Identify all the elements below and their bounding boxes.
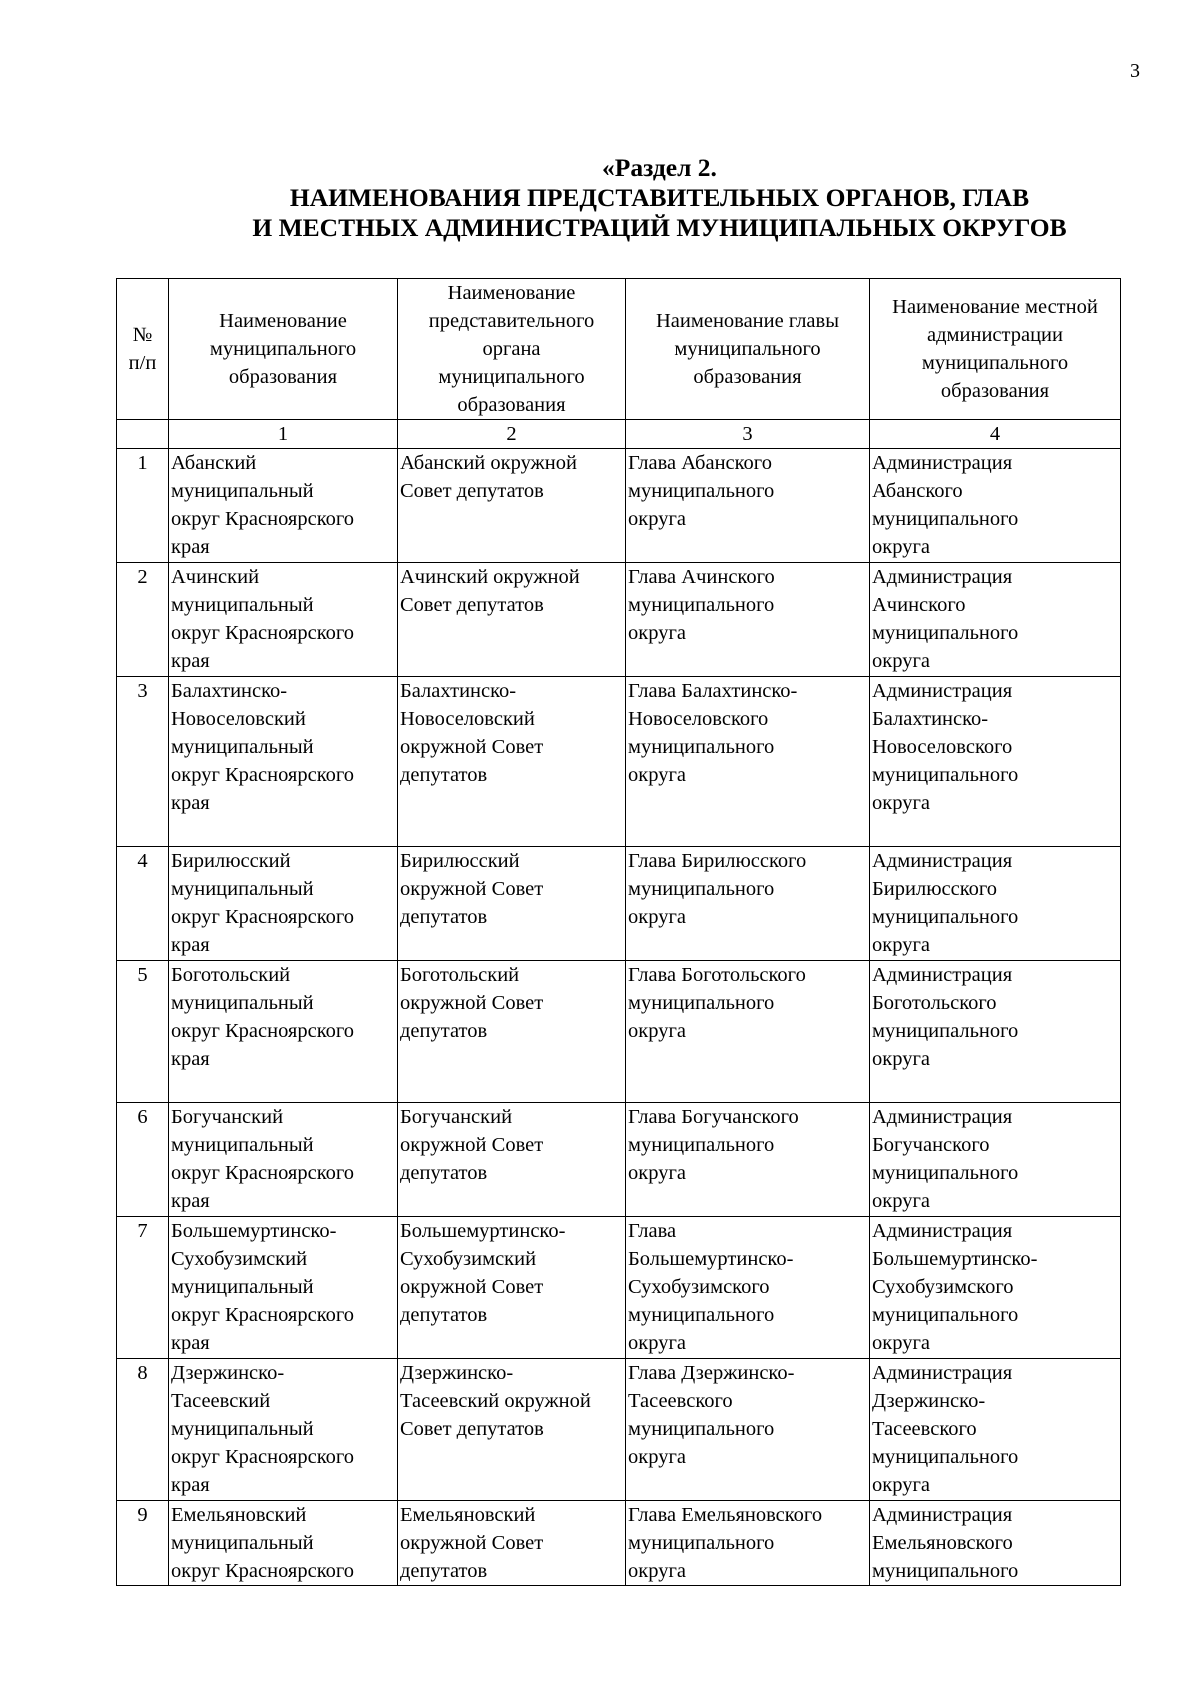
header-line: представительного: [428, 310, 595, 332]
cell-line: округа: [628, 1560, 686, 1582]
cell-line: Глава Абанского: [628, 452, 772, 474]
municipal-bodies-table: [116, 278, 1121, 1586]
header-line: муниципального: [209, 338, 357, 360]
cell-line: муниципальный: [171, 1134, 314, 1156]
cell-line: Емельяновский: [171, 1504, 307, 1526]
head-cell: [626, 847, 870, 961]
row-number-cell: 2: [117, 563, 169, 677]
section-title-line: НАИМЕНОВАНИЯ ПРЕДСТАВИТЕЛЬНЫХ ОРГАНОВ, ГЛАВ: [289, 183, 1030, 212]
cell-line: округа: [628, 1332, 686, 1354]
cell-line: муниципального: [872, 1020, 1019, 1042]
cell-line: Глава: [628, 1220, 677, 1242]
cell-line: Сухобузимский: [171, 1248, 308, 1270]
cell-line: муниципального: [628, 1532, 775, 1554]
cell-line: Глава Богучанского: [628, 1106, 799, 1128]
cell-line: Боготольского: [872, 992, 997, 1014]
column-number-cell: [117, 420, 169, 449]
cell-line: Администрация: [872, 1362, 1013, 1384]
cell-line: округа: [628, 906, 686, 928]
section-title-line: «Раздел 2.: [602, 153, 717, 182]
cell-line: Ачинского: [872, 594, 966, 616]
cell-line: депутатов: [400, 1304, 488, 1326]
cell-line: муниципальный: [171, 992, 314, 1014]
cell-line: округа: [872, 1190, 930, 1212]
cell-line: края: [171, 1332, 210, 1354]
cell-line: депутатов: [400, 1162, 488, 1184]
cell-line: Сухобузимский: [400, 1248, 537, 1270]
municipality-cell: [169, 563, 398, 677]
administration-cell: [870, 449, 1121, 563]
header-line: образования: [457, 394, 566, 416]
cell-line: Емельяновского: [872, 1532, 1013, 1554]
head-cell: [626, 1359, 870, 1501]
table-row: [117, 1103, 1121, 1217]
cell-line: муниципального: [872, 1304, 1019, 1326]
representative-body-cell: [398, 563, 626, 677]
cell-line: округа: [872, 1332, 930, 1354]
cell-line: муниципального: [872, 906, 1019, 928]
cell-line: Глава Бирилюсского: [628, 850, 807, 872]
cell-line: окружной Совет: [400, 736, 544, 758]
cell-line: округ Красноярского: [171, 622, 355, 644]
cell-line: округ Красноярского: [171, 1020, 355, 1042]
column-numbers-row: [117, 420, 1121, 449]
header-administration: [870, 279, 1121, 420]
cell-line: округ Красноярского: [171, 906, 355, 928]
cell-line: муниципального: [628, 1418, 775, 1440]
cell-line: Новоселовского: [872, 736, 1013, 758]
cell-line: Глава Боготольского: [628, 964, 806, 986]
cell-line: муниципальный: [171, 594, 314, 616]
cell-line: Богучанский: [400, 1106, 513, 1128]
cell-line: муниципального: [872, 508, 1019, 530]
row-number-cell: 3: [117, 677, 169, 847]
cell-line: Большемуртинско-: [628, 1248, 794, 1270]
cell-line: округа: [628, 622, 686, 644]
header-line: образования: [940, 380, 1050, 402]
table-row: [117, 1217, 1121, 1359]
cell-line: Тасеевского: [872, 1418, 977, 1440]
cell-line: муниципального: [872, 1560, 1019, 1582]
municipality-cell: [169, 1217, 398, 1359]
cell-line: депутатов: [400, 906, 488, 928]
header-line: Наименование главы: [656, 310, 839, 332]
header-line: Наименование: [219, 310, 347, 332]
cell-line: Администрация: [872, 850, 1013, 872]
representative-body-cell: [398, 1103, 626, 1217]
cell-line: Новоселовского: [628, 708, 769, 730]
cell-line: Тасеевский окружной: [400, 1390, 591, 1412]
cell-line: Совет депутатов: [400, 594, 544, 616]
header-line: образования: [228, 366, 338, 388]
administration-cell: [870, 1217, 1121, 1359]
cell-line: муниципального: [628, 878, 775, 900]
head-cell: [626, 449, 870, 563]
head-cell: [626, 677, 870, 847]
cell-line: Большемуртинско-: [872, 1248, 1038, 1270]
cell-line: Тасеевского: [628, 1390, 733, 1412]
cell-line: Бирилюсского: [872, 878, 998, 900]
cell-line: Емельяновский: [400, 1504, 536, 1526]
cell-line: Глава Ачинского: [628, 566, 775, 588]
cell-line: окружной Совет: [400, 1276, 544, 1298]
municipality-cell: [169, 449, 398, 563]
cell-line: Абанского: [872, 480, 963, 502]
representative-body-cell: [398, 449, 626, 563]
cell-line: депутатов: [400, 764, 488, 786]
representative-body-cell: [398, 677, 626, 847]
administration-cell: [870, 1501, 1121, 1586]
cell-line: Глава Емельяновского: [628, 1504, 823, 1526]
cell-line: округа: [872, 650, 930, 672]
table-row: [117, 961, 1121, 1103]
cell-line: округа: [628, 508, 686, 530]
header-representative-body: [398, 279, 626, 420]
cell-line: муниципального: [872, 764, 1019, 786]
cell-line: муниципальный: [171, 480, 314, 502]
cell-line: муниципального: [872, 1446, 1019, 1468]
cell-line: края: [171, 792, 210, 814]
cell-line: муниципальный: [171, 878, 314, 900]
administration-cell: [870, 1359, 1121, 1501]
header-line: образования: [693, 366, 802, 388]
administration-cell: [870, 1103, 1121, 1217]
cell-line: окружной Совет: [400, 1532, 544, 1554]
cell-line: Совет депутатов: [400, 480, 544, 502]
municipality-cell: [169, 1103, 398, 1217]
head-cell: [626, 1103, 870, 1217]
cell-line: муниципального: [628, 736, 775, 758]
cell-line: Тасеевский: [171, 1390, 271, 1412]
cell-line: края: [171, 1190, 210, 1212]
header-line: органа: [482, 338, 541, 360]
table-row: [117, 847, 1121, 961]
cell-line: муниципального: [628, 1304, 775, 1326]
cell-line: края: [171, 934, 210, 956]
cell-line: окружной Совет: [400, 992, 544, 1014]
header-line: №: [132, 324, 153, 346]
cell-line: муниципальный: [171, 1418, 314, 1440]
cell-line: Глава Балахтинско-: [628, 680, 798, 702]
cell-line: муниципального: [628, 480, 775, 502]
row-number-cell: 5: [117, 961, 169, 1103]
cell-line: округа: [628, 764, 686, 786]
cell-line: Ачинский окружной: [400, 566, 580, 588]
cell-line: округа: [872, 1474, 930, 1496]
cell-line: Балахтинско-: [171, 680, 288, 702]
municipality-cell: [169, 1359, 398, 1501]
cell-line: округа: [628, 1446, 686, 1468]
table-row: [117, 1501, 1121, 1586]
cell-line: Дзержинско-: [400, 1362, 514, 1384]
page-number: 3: [1130, 60, 1140, 82]
cell-line: окружной Совет: [400, 878, 544, 900]
administration-cell: [870, 563, 1121, 677]
cell-line: округ Красноярского: [171, 1304, 355, 1326]
cell-line: Ачинский: [171, 566, 260, 588]
row-number-cell: 8: [117, 1359, 169, 1501]
cell-line: Администрация: [872, 1504, 1013, 1526]
cell-line: Абанский: [171, 452, 257, 474]
representative-body-cell: [398, 847, 626, 961]
column-number-cell: 1: [169, 420, 398, 449]
cell-line: Сухобузимского: [872, 1276, 1014, 1298]
table-header-row: [117, 279, 1121, 420]
representative-body-cell: [398, 1359, 626, 1501]
cell-line: муниципального: [628, 1134, 775, 1156]
cell-line: округа: [872, 536, 930, 558]
municipality-cell: [169, 961, 398, 1103]
cell-line: муниципального: [628, 992, 775, 1014]
cell-line: Большемуртинско-: [171, 1220, 337, 1242]
cell-line: муниципальный: [171, 1532, 314, 1554]
cell-line: Большемуртинско-: [400, 1220, 566, 1242]
cell-line: округа: [872, 792, 930, 814]
administration-cell: [870, 677, 1121, 847]
cell-line: Богучанского: [872, 1134, 990, 1156]
representative-body-cell: [398, 1217, 626, 1359]
cell-line: Администрация: [872, 680, 1013, 702]
head-cell: [626, 961, 870, 1103]
header-line: муниципального: [674, 338, 821, 360]
cell-line: округ Красноярского: [171, 1560, 355, 1582]
cell-line: Боготольский: [400, 964, 520, 986]
row-number-cell: 1: [117, 449, 169, 563]
header-line: Наименование: [447, 282, 576, 304]
cell-line: Балахтинско-: [872, 708, 989, 730]
municipality-cell: [169, 847, 398, 961]
cell-line: Администрация: [872, 452, 1013, 474]
cell-line: Совет депутатов: [400, 1418, 544, 1440]
cell-line: Абанский окружной: [400, 452, 577, 474]
row-number-cell: 9: [117, 1501, 169, 1586]
cell-line: депутатов: [400, 1020, 488, 1042]
cell-line: Балахтинско-: [400, 680, 517, 702]
cell-line: Глава Дзержинско-: [628, 1362, 795, 1384]
administration-cell: [870, 961, 1121, 1103]
cell-line: округ Красноярского: [171, 1162, 355, 1184]
cell-line: муниципальный: [171, 736, 314, 758]
cell-line: округ Красноярского: [171, 508, 355, 530]
header-line: администрации: [927, 324, 1063, 346]
table-row: [117, 677, 1121, 847]
cell-line: Бирилюсский: [400, 850, 520, 872]
header-line: муниципального: [438, 366, 585, 388]
municipality-cell: [169, 677, 398, 847]
table-row: [117, 449, 1121, 563]
cell-line: края: [171, 650, 210, 672]
header-line: Наименование местной: [892, 296, 1098, 318]
cell-line: муниципального: [628, 594, 775, 616]
cell-line: округ Красноярского: [171, 1446, 355, 1468]
cell-line: края: [171, 536, 210, 558]
head-cell: [626, 1217, 870, 1359]
row-number-cell: 7: [117, 1217, 169, 1359]
column-number-cell: 3: [626, 420, 870, 449]
representative-body-cell: [398, 961, 626, 1103]
cell-line: депутатов: [400, 1560, 488, 1582]
cell-line: Новоселовский: [400, 708, 535, 730]
column-number-cell: 2: [398, 420, 626, 449]
cell-line: Администрация: [872, 566, 1013, 588]
cell-line: Богучанский: [171, 1106, 284, 1128]
row-number-cell: 6: [117, 1103, 169, 1217]
row-number-cell: 4: [117, 847, 169, 961]
cell-line: края: [171, 1048, 210, 1070]
administration-cell: [870, 847, 1121, 961]
representative-body-cell: [398, 1501, 626, 1586]
column-number-cell: 4: [870, 420, 1121, 449]
cell-line: Боготольский: [171, 964, 291, 986]
cell-line: Дзержинско-: [872, 1390, 986, 1412]
header-municipality: [169, 279, 398, 420]
municipality-cell: [169, 1501, 398, 1586]
cell-line: муниципального: [872, 1162, 1019, 1184]
cell-line: окружной Совет: [400, 1134, 544, 1156]
head-cell: [626, 563, 870, 677]
cell-line: Новоселовский: [171, 708, 306, 730]
cell-line: муниципального: [872, 622, 1019, 644]
table-row: [117, 563, 1121, 677]
cell-line: округа: [872, 1048, 930, 1070]
cell-line: Бирилюсский: [171, 850, 291, 872]
header-number: [117, 279, 169, 420]
section-title: [118, 153, 1200, 243]
cell-line: округа: [628, 1162, 686, 1184]
header-line: муниципального: [921, 352, 1069, 374]
cell-line: округ Красноярского: [171, 764, 355, 786]
cell-line: округа: [628, 1020, 686, 1042]
cell-line: Дзержинско-: [171, 1362, 285, 1384]
cell-line: Администрация: [872, 1106, 1013, 1128]
cell-line: Администрация: [872, 1220, 1013, 1242]
cell-line: Сухобузимского: [628, 1276, 770, 1298]
cell-line: Администрация: [872, 964, 1013, 986]
cell-line: края: [171, 1474, 210, 1496]
table-row: [117, 1359, 1121, 1501]
header-line: п/п: [128, 352, 157, 374]
head-cell: [626, 1501, 870, 1586]
cell-line: муниципальный: [171, 1276, 314, 1298]
header-head: [626, 279, 870, 420]
section-title-line: И МЕСТНЫХ АДМИНИСТРАЦИЙ МУНИЦИПАЛЬНЫХ ОКРУГОВ: [252, 213, 1067, 242]
cell-line: округа: [872, 934, 930, 956]
